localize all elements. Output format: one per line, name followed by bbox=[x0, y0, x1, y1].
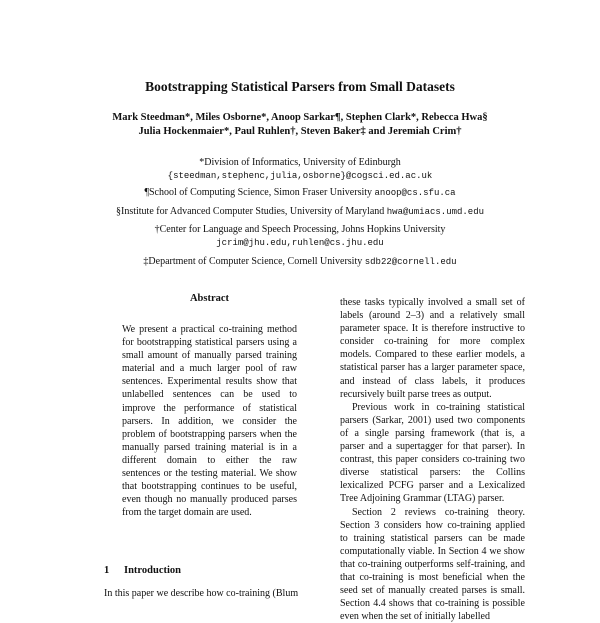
abstract-text: We present a practical co-training method for bootstrapping statistical parsers using a small amount of manually parsed training material and a much larger pool of raw sentences. Experimental results show that unlabelled sentences can be used to improve the performance of statistical parsers. In addition, we consider the problem of bootstrapping parsers when the manually parsed training material is in a different domain to either the raw sentences or the testing material. We show that bootstrapping continues to be useful, even though no manually produced parses from the target domain are used. bbox=[122, 323, 297, 519]
affiliation-edinburgh: *Division of Informatics, University of Edinburgh bbox=[0, 156, 600, 169]
section-number: 1 bbox=[104, 565, 124, 576]
abstract-heading: Abstract bbox=[122, 293, 297, 304]
affiliation-jhu-email: jcrim@jhu.edu,ruhlen@cs.jhu.edu bbox=[0, 236, 600, 250]
intro-text: In this paper we describe how co-training (Blum bbox=[104, 588, 304, 599]
section-heading bbox=[104, 565, 181, 576]
affiliation-cornell: ‡Department of Computer Science, Cornell University sdb22@cornell.edu bbox=[0, 255, 600, 269]
right-paragraph-1: these tasks typically involved a small set of labels (around 2–3) and a relatively small parameter space. It is therefore instructive to consider co-training for more complex models. Compared to these earlier models, a statistical parser has a larger parameter space, and instead of class labels, it produces recursively built parse trees as output. bbox=[340, 296, 525, 401]
authors-line-1: Mark Steedman*, Miles Osborne*, Anoop Sarkar¶, Stephen Clark*, Rebecca Hwa§ bbox=[0, 112, 600, 123]
section-title: Introduction bbox=[124, 565, 181, 576]
paper-title: Bootstrapping Statistical Parsers from Small Datasets bbox=[0, 79, 600, 95]
authors-line-2: Julia Hockenmaier*, Paul Ruhlen†, Steven Baker‡ and Jeremiah Crim† bbox=[0, 126, 600, 137]
affiliation-maryland: §Institute for Advanced Computer Studies, University of Maryland hwa@umiacs.umd.edu bbox=[0, 205, 600, 219]
abstract-body bbox=[122, 323, 297, 519]
affiliation-edinburgh-email: {steedman,stephenc,julia,osborne}@cogsci.ed.ac.uk bbox=[0, 169, 600, 183]
right-paragraph-3: Section 2 reviews co-training theory. Section 3 considers how co-training applied to training statistical parsers can be made computationally viable. In Section 4 we show that co-training outperforms self-training, and that co-training is most beneficial when the seed set of manually created parses is small. Section 4.4 shows that co-training is possible even when the set of initially labelled bbox=[340, 506, 525, 623]
right-paragraph-2: Previous work in co-training statistical parsers (Sarkar, 2001) used two components of a single parsing framework (that is, a parser and a supertagger for that parser). In contrast, this paper considers co-training two diverse statistical parsers: the Collins lexicalized PCFG parser and a Lexicalized Tree Adjoining Grammar (LTAG) parser. bbox=[340, 401, 525, 506]
affiliation-sfu: ¶School of Computing Science, Simon Fraser University anoop@cs.sfu.ca bbox=[0, 186, 600, 200]
right-column bbox=[340, 296, 525, 623]
affiliation-jhu: †Center for Language and Speech Processing, Johns Hopkins University bbox=[0, 223, 600, 236]
